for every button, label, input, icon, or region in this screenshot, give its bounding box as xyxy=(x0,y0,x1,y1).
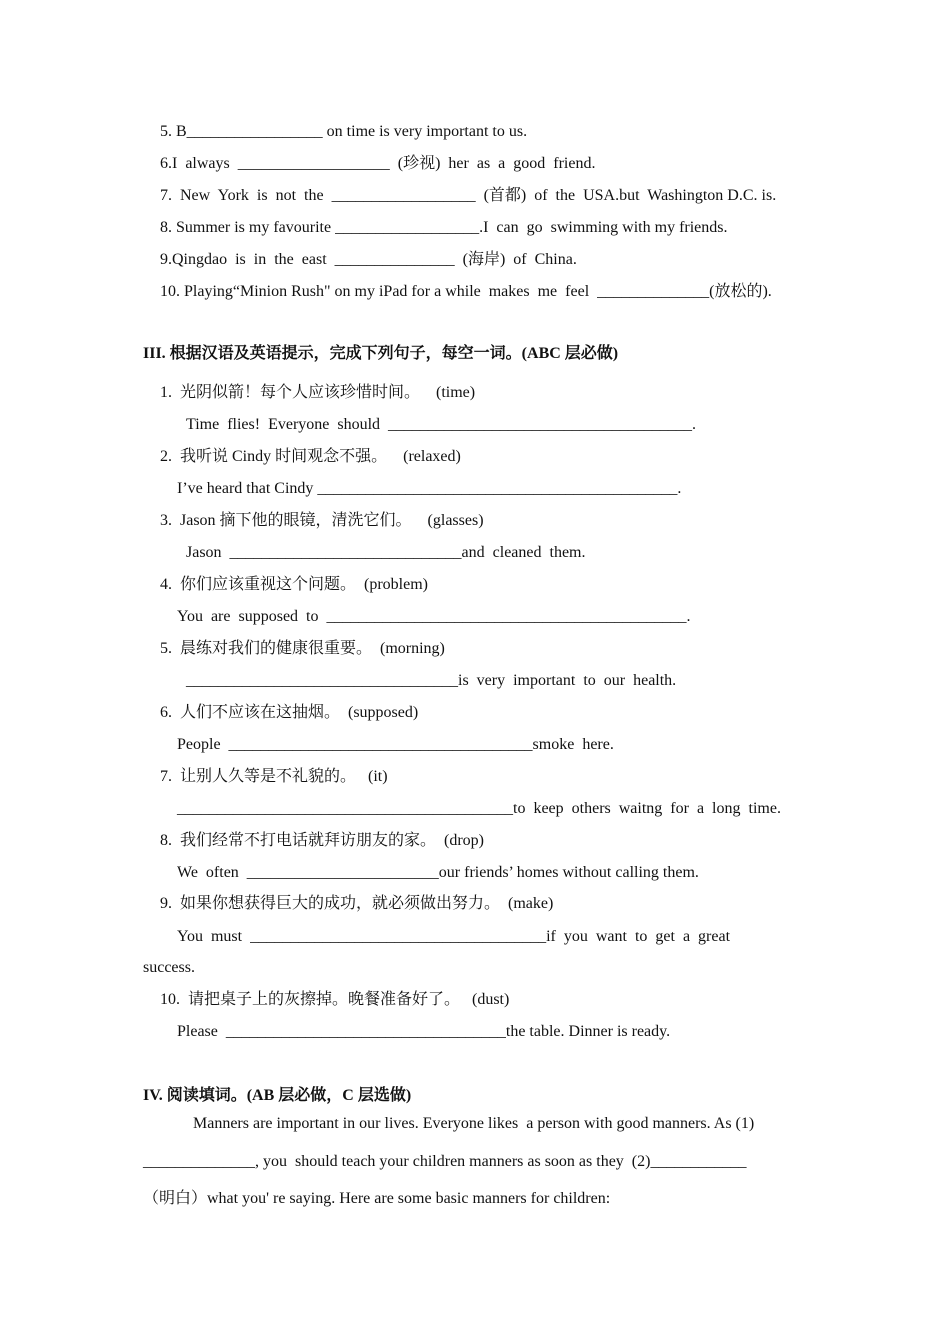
s3-prompt-6: 6. 人们不应该在这抽烟。 (supposed) xyxy=(160,704,419,721)
s3-prompt-9: 9. 如果你想获得巨大的成功，就必须做出努力。 (make) xyxy=(160,895,554,912)
s4-line-3: （明白）what you' re saying. Here are some basic manners for children: xyxy=(143,1190,611,1207)
s3-answer-2: I’ve heard that Cindy _____________________________________________. xyxy=(177,480,682,497)
item-8: 8. Summer is my favourite __________________.I can go swimming with my friends. xyxy=(160,219,728,236)
s3-answer-3: Jason _____________________________and cleaned them. xyxy=(186,544,586,561)
section-3-heading: III. 根据汉语及英语提示，完成下列句子，每空一词。(ABC 层必做) xyxy=(143,345,619,362)
s3-prompt-2: 2. 我听说 Cindy 时间观念不强。 (relaxed) xyxy=(160,448,461,465)
s3-answer-8: We often ________________________our friends’ homes without calling them. xyxy=(177,864,699,881)
s3-answer-7: __________________________________________to keep others waitng for a long time. xyxy=(177,800,781,817)
s3-answer-4: You are supposed to _____________________________________________. xyxy=(177,608,691,625)
s4-line-2: ______________, you should teach your children manners as soon as they (2)____________ xyxy=(143,1153,747,1170)
item-9: 9.Qingdao is in the east _______________ (海岸) of China. xyxy=(160,251,577,268)
item-5: 5. B_________________ on time is very important to us. xyxy=(160,123,528,140)
s3-answer-1: Time flies! Everyone should ______________________________________. xyxy=(186,416,697,433)
s3-answer-9: You must _____________________________________if you want to get a great xyxy=(177,928,731,945)
section-4-heading: IV. 阅读填词。(AB 层必做，C 层选做) xyxy=(143,1087,412,1104)
s3-prompt-1: 1. 光阴似箭！每个人应该珍惜时间。 (time) xyxy=(160,384,476,401)
s3-prompt-3: 3. Jason 摘下他的眼镜，清洗它们。 (glasses) xyxy=(160,512,484,529)
s3-prompt-5: 5. 晨练对我们的健康很重要。 (morning) xyxy=(160,640,445,657)
s3-answer-9-cont: success. xyxy=(143,959,195,976)
s3-prompt-10: 10. 请把桌子上的灰擦掉。晚餐准备好了。 (dust) xyxy=(160,991,510,1008)
item-6: 6.I always ___________________ (珍视) her as a good friend. xyxy=(160,155,596,172)
s3-prompt-8: 8. 我们经常不打电话就拜访朋友的家。 (drop) xyxy=(160,832,484,849)
s4-line-1: Manners are important in our lives. Everyone likes a person with good manners. As (1) xyxy=(193,1115,755,1132)
s3-prompt-7: 7. 让别人久等是不礼貌的。 (it) xyxy=(160,768,388,785)
s3-answer-6: People ______________________________________smoke here. xyxy=(177,736,614,753)
s3-prompt-4: 4. 你们应该重视这个问题。 (problem) xyxy=(160,576,428,593)
item-7: 7. New York is not the __________________ (首都) of the USA.but Washington D.C. is. xyxy=(160,187,777,204)
s3-answer-10: Please ___________________________________the table. Dinner is ready. xyxy=(177,1023,671,1040)
s3-answer-5: __________________________________is very important to our health. xyxy=(186,672,677,689)
item-10: 10. Playing“Minion Rush" on my iPad for a while makes me feel ______________(放松的). xyxy=(160,283,772,300)
